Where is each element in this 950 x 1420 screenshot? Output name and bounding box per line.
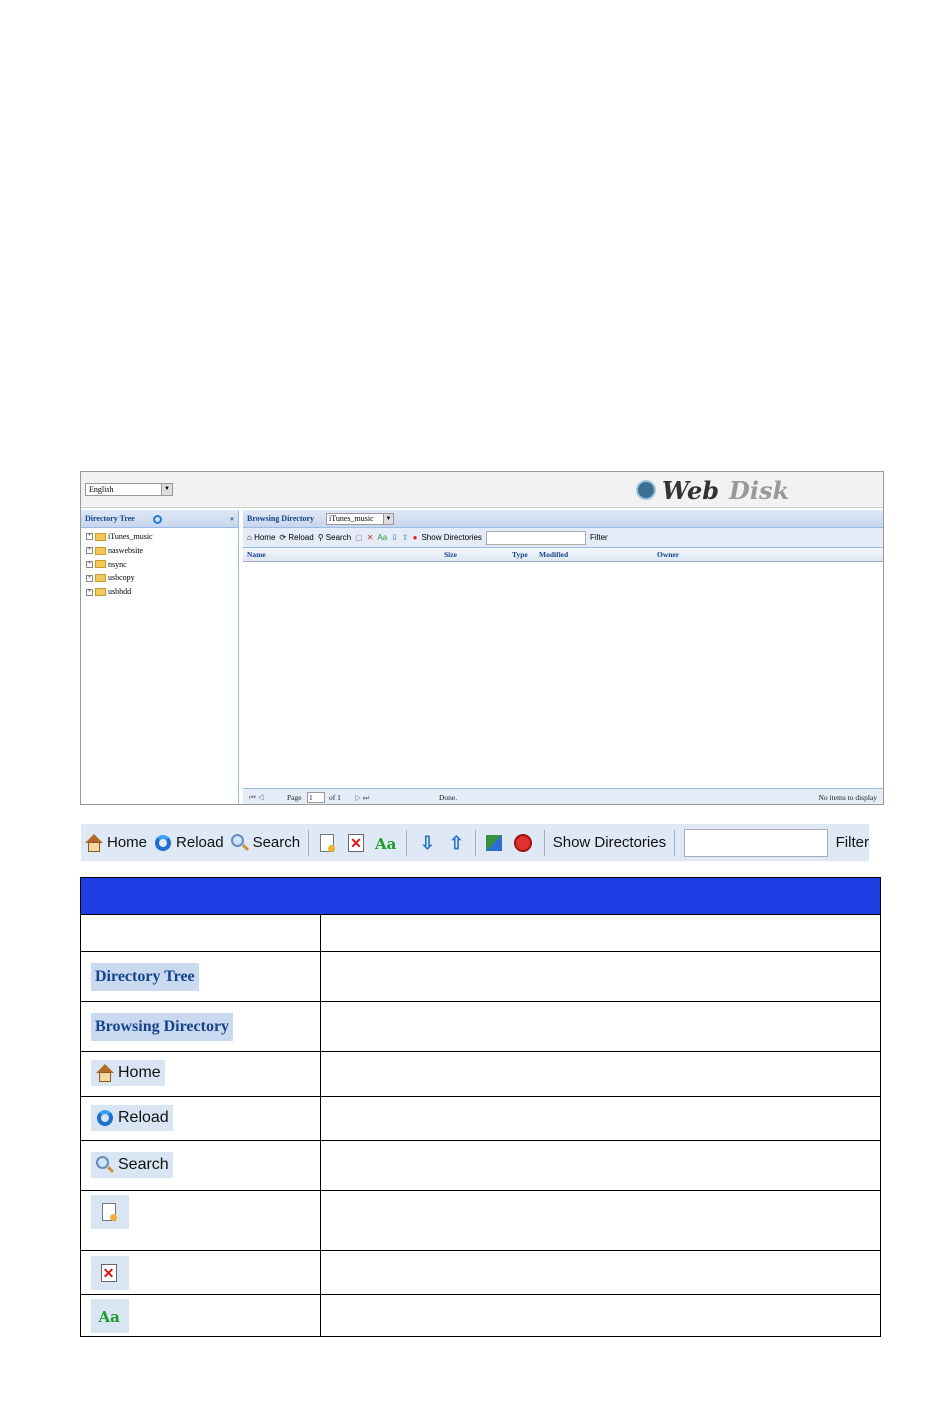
table-cell (321, 952, 881, 1002)
chevron-down-icon[interactable]: ▼ (383, 514, 393, 524)
table-cell (81, 1191, 321, 1251)
table-row (81, 1141, 881, 1191)
search-label: Search (325, 533, 352, 542)
pager-nav-next-icons[interactable]: ▷ ⏭ (355, 793, 370, 802)
new-folder-icon (317, 833, 337, 853)
table-cell (81, 1002, 321, 1052)
logo-disk-text: Disk (729, 475, 790, 505)
pager-status: Done. (439, 793, 458, 802)
table-header-cell (81, 878, 881, 915)
column-name[interactable]: Name (247, 550, 266, 559)
home-label: Home (107, 834, 148, 851)
reload-icon (153, 833, 173, 853)
new-folder-sample (91, 1195, 129, 1229)
file-toolbar-small (243, 528, 883, 548)
home-label: Home (254, 533, 276, 542)
directory-tree-header (81, 510, 238, 528)
disk-logo-icon (636, 480, 656, 500)
new-folder-button[interactable] (314, 824, 343, 861)
folder-icon (95, 588, 106, 596)
show-directories-button[interactable]: Show Directories (552, 834, 667, 851)
refresh-tree-icon[interactable] (153, 515, 162, 524)
top-bar (81, 472, 883, 508)
directory-select[interactable] (326, 513, 394, 525)
table-cell (321, 1191, 881, 1251)
delete-icon[interactable]: ✕ (366, 533, 374, 542)
table-header-row (81, 878, 881, 915)
tree-item[interactable] (81, 530, 238, 544)
filter-label-small: Filter (589, 533, 608, 542)
directory-tree-panel (81, 510, 239, 805)
new-folder-icon[interactable]: ▢ (355, 533, 363, 542)
rename-icon: Aa (375, 834, 397, 853)
show-directories-button-small[interactable]: Show Directories (421, 533, 482, 542)
delete-icon: ✕ (346, 833, 366, 853)
collapse-panel-icon[interactable]: « (230, 514, 234, 523)
table-cell (81, 915, 321, 952)
table-row (81, 952, 881, 1002)
browsing-directory-panel (243, 510, 883, 805)
column-size[interactable]: Size (444, 550, 457, 559)
toolbar-separator (475, 830, 476, 856)
chevron-down-icon[interactable]: ▼ (161, 484, 172, 495)
home-button-sample (91, 1060, 165, 1086)
tree-list (81, 528, 238, 599)
page-label: Page (287, 793, 302, 802)
directory-select-value: iTunes_music (329, 513, 374, 523)
rename-icon[interactable]: Aa (377, 533, 388, 542)
paging-bar (243, 788, 883, 805)
table-row (81, 1191, 881, 1251)
tree-item[interactable] (81, 544, 238, 558)
download-button[interactable] (412, 824, 441, 861)
column-modified[interactable]: Modified (539, 550, 569, 559)
expand-icon[interactable]: + (87, 547, 92, 554)
browsing-directory-title: Browsing Directory (247, 513, 315, 523)
webdisk-screenshot (80, 471, 884, 805)
upload-icon: ⇧ (448, 832, 464, 853)
table-row (81, 1295, 881, 1337)
table-cell (321, 1141, 881, 1191)
logo-web-text: Web (662, 475, 720, 505)
reload-button-sample (91, 1105, 173, 1131)
file-toolbar (81, 824, 869, 861)
table-cell (321, 1097, 881, 1141)
delete-icon: ✕ (99, 1263, 119, 1283)
table-cell (321, 1002, 881, 1052)
move-icon (484, 833, 504, 853)
rename-button[interactable] (372, 824, 401, 861)
expand-icon[interactable]: + (87, 560, 92, 567)
expand-icon[interactable]: + (87, 588, 92, 595)
upload-button[interactable] (441, 824, 470, 861)
rename-icon: Aa (98, 1307, 120, 1326)
upload-icon[interactable]: ⇧ (401, 533, 409, 542)
filter-input-small[interactable] (486, 531, 586, 545)
reload-button[interactable] (150, 824, 227, 861)
search-sample-label: Search (118, 1155, 169, 1173)
table-row (81, 1097, 881, 1141)
new-folder-icon (99, 1202, 119, 1222)
toolbar-separator (674, 830, 675, 856)
table-cell (81, 1141, 321, 1191)
tree-item[interactable] (81, 558, 238, 572)
logout-button[interactable] (510, 824, 539, 861)
toolbar-separator (308, 830, 309, 856)
home-icon (84, 833, 104, 853)
download-icon[interactable]: ⇩ (391, 533, 398, 542)
toolbar-separator (544, 830, 545, 856)
delete-button[interactable] (343, 824, 372, 861)
reload-label: Reload (288, 533, 314, 542)
pager-empty-message: No items to display (818, 793, 877, 802)
home-button[interactable] (81, 824, 150, 861)
column-type[interactable]: Type (512, 550, 528, 559)
table-cell (81, 1052, 321, 1097)
logout-icon[interactable]: ● (412, 533, 418, 542)
download-icon: ⇩ (419, 832, 435, 853)
file-grid-header (243, 548, 883, 562)
search-icon (95, 1155, 115, 1175)
language-select[interactable] (85, 483, 173, 496)
tree-item-label: iTunes_music (108, 531, 153, 541)
delete-sample (91, 1256, 129, 1290)
tree-item-label: usbhdd (108, 587, 132, 597)
home-icon (95, 1063, 115, 1083)
tree-item-label: usbcopy (108, 573, 135, 583)
table-cell (321, 1251, 881, 1295)
tree-item-label: nsync (108, 559, 127, 569)
table-cell (321, 1295, 881, 1337)
reload-icon (95, 1108, 115, 1128)
table-cell (81, 952, 321, 1002)
search-button-small[interactable]: ⚲ Search (317, 533, 352, 542)
browsing-directory-label: Browsing Directory (91, 1013, 233, 1041)
rename-sample (91, 1299, 129, 1333)
page-input[interactable]: 1 (307, 792, 325, 803)
page-total: of 1 (329, 793, 341, 802)
move-button[interactable] (481, 824, 510, 861)
table-cell (321, 1052, 881, 1097)
table-row (81, 915, 881, 952)
filter-input[interactable] (684, 829, 828, 857)
tree-item[interactable] (81, 585, 238, 599)
table-row (81, 1052, 881, 1097)
reload-button-small[interactable]: ⟳ Reload (279, 533, 314, 542)
tree-item-label: naswebsite (108, 545, 144, 555)
search-icon (230, 833, 250, 853)
logout-icon (513, 833, 533, 853)
expand-icon[interactable]: + (87, 533, 92, 540)
folder-icon (95, 560, 106, 568)
toolbar-separator (406, 830, 407, 856)
search-button-sample (91, 1152, 173, 1178)
table-row (81, 1002, 881, 1052)
table-cell (81, 1295, 321, 1337)
toolbar-description-table (80, 877, 881, 1337)
folder-icon (95, 533, 106, 541)
reload-sample-label: Reload (118, 1108, 169, 1126)
pager-nav-icons[interactable]: ⏮ ◁ (249, 793, 265, 802)
folder-icon (95, 574, 106, 582)
filter-label: Filter (835, 834, 869, 851)
web-disk-logo (636, 477, 789, 503)
search-label: Search (252, 834, 301, 851)
search-button[interactable] (227, 824, 304, 861)
home-button-small[interactable]: ⌂ Home (247, 533, 276, 542)
language-value: English (89, 485, 114, 494)
browsing-directory-header (243, 510, 883, 528)
table-cell (81, 1251, 321, 1295)
home-sample-label: Home (118, 1064, 161, 1081)
table-cell (81, 1097, 321, 1141)
tree-item[interactable] (81, 571, 238, 585)
directory-tree-title: Directory Tree (85, 514, 135, 523)
reload-label: Reload (176, 834, 224, 851)
directory-tree-label: Directory Tree (91, 963, 199, 991)
table-row (81, 1251, 881, 1295)
expand-icon[interactable]: + (87, 574, 92, 581)
folder-icon (95, 547, 106, 555)
column-owner[interactable]: Owner (657, 550, 680, 559)
table-cell (321, 915, 881, 952)
